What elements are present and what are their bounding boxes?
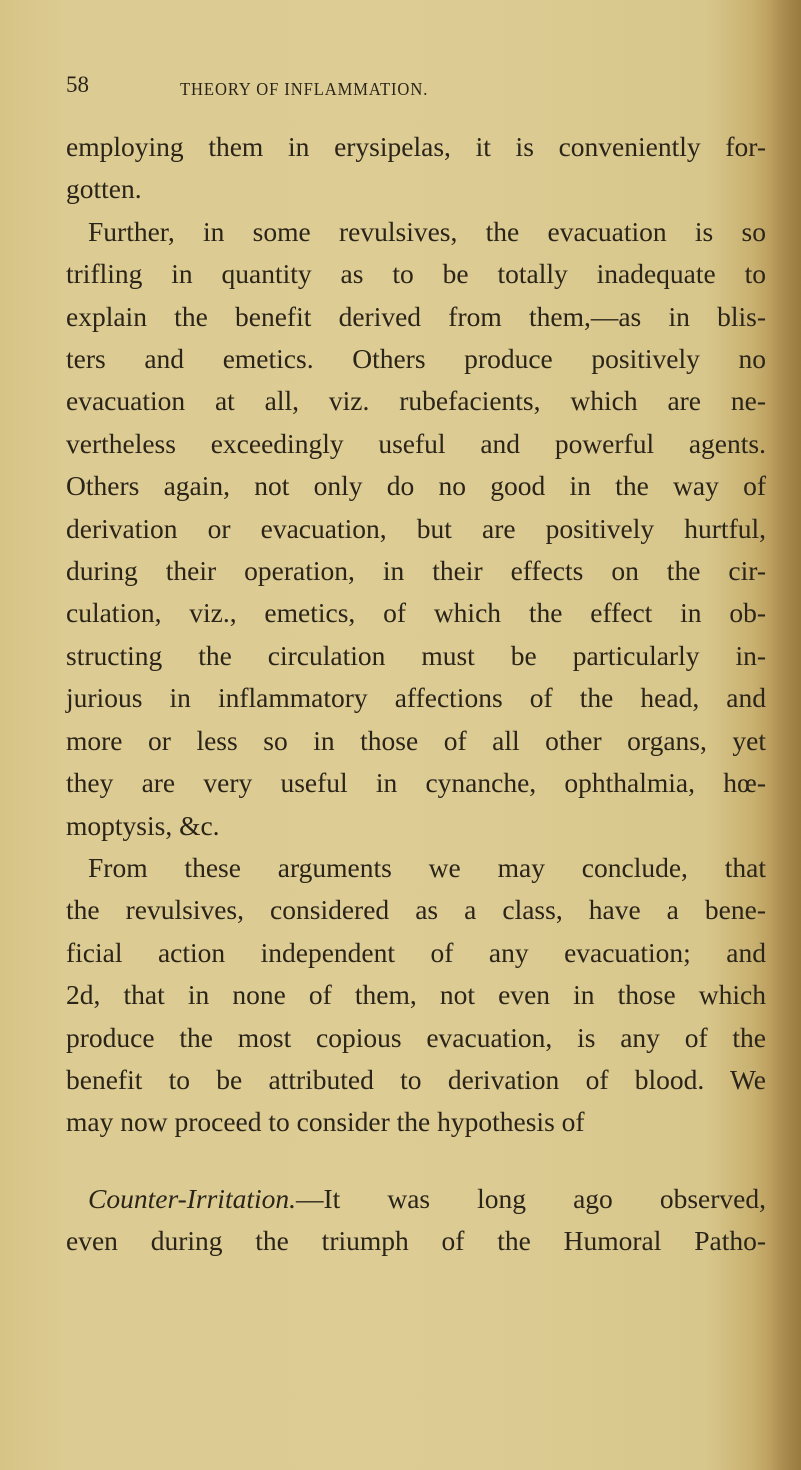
text-line: derivation or evacuation, but are positively hurtful, [66, 512, 766, 544]
text-line: employing them in erysipelas, it is conveniently for- [66, 131, 766, 162]
text-line: vertheless exceedingly useful and powerful agents. [66, 427, 766, 459]
text-line: more or less so in those of all other organs, yet [66, 724, 766, 756]
text-line: From these arguments we may conclude, that [88, 851, 766, 883]
paragraph [66, 1178, 766, 1263]
section-title: Counter-Irritation. [88, 1182, 296, 1214]
text-line: trifling in quantity as to be totally inadequate to [66, 258, 766, 290]
text-line: culation, viz., emetics, of which the effect in ob- [66, 597, 766, 629]
text-line: Others again, not only do no good in the way of [66, 470, 766, 502]
text-line: may now proceed to consider the hypothesis of [66, 1106, 585, 1138]
text-line: ters and emetics. Others produce positively no [66, 343, 766, 375]
text-line: 2d, that in none of them, not even in those which [66, 979, 766, 1011]
paragraph [66, 126, 766, 211]
text-line: structing the circulation must be particularly in- [66, 639, 766, 671]
text-line: jurious in inflammatory affections of the head, and [66, 682, 766, 714]
text-line: the revulsives, considered as a class, have a bene- [66, 894, 766, 926]
text-line: benefit to be attributed to derivation of blood. We [66, 1063, 766, 1095]
text-line: during their operation, in their effects on the cir- [66, 555, 766, 587]
text-line: evacuation at all, viz. rubefacients, which are ne- [66, 385, 766, 417]
paragraph [66, 211, 766, 847]
page-header [0, 72, 801, 112]
text-line: produce the most copious evacuation, is any of the [66, 1021, 766, 1053]
text-line: ficial action independent of any evacuation; and [66, 936, 766, 968]
text-line: they are very useful in cynanche, ophthalmia, hœ- [66, 767, 766, 799]
text-line [66, 1178, 766, 1220]
paragraph [66, 847, 766, 1144]
section-gap [66, 1144, 766, 1178]
running-title: THEORY OF INFLAMMATION. [180, 79, 429, 99]
text-run: —It was long ago observed, [296, 1182, 766, 1214]
text-line: explain the benefit derived from them,—as in blis- [66, 300, 766, 332]
body-text [66, 126, 766, 1263]
text-line: even during the triumph of the Humoral Patho- [66, 1225, 766, 1257]
text-line: Further, in some revulsives, the evacuation is so [88, 215, 766, 247]
page-number: 58 [66, 72, 89, 97]
text-line: gotten. [66, 173, 142, 205]
text-line: moptysis, &c. [66, 809, 220, 841]
